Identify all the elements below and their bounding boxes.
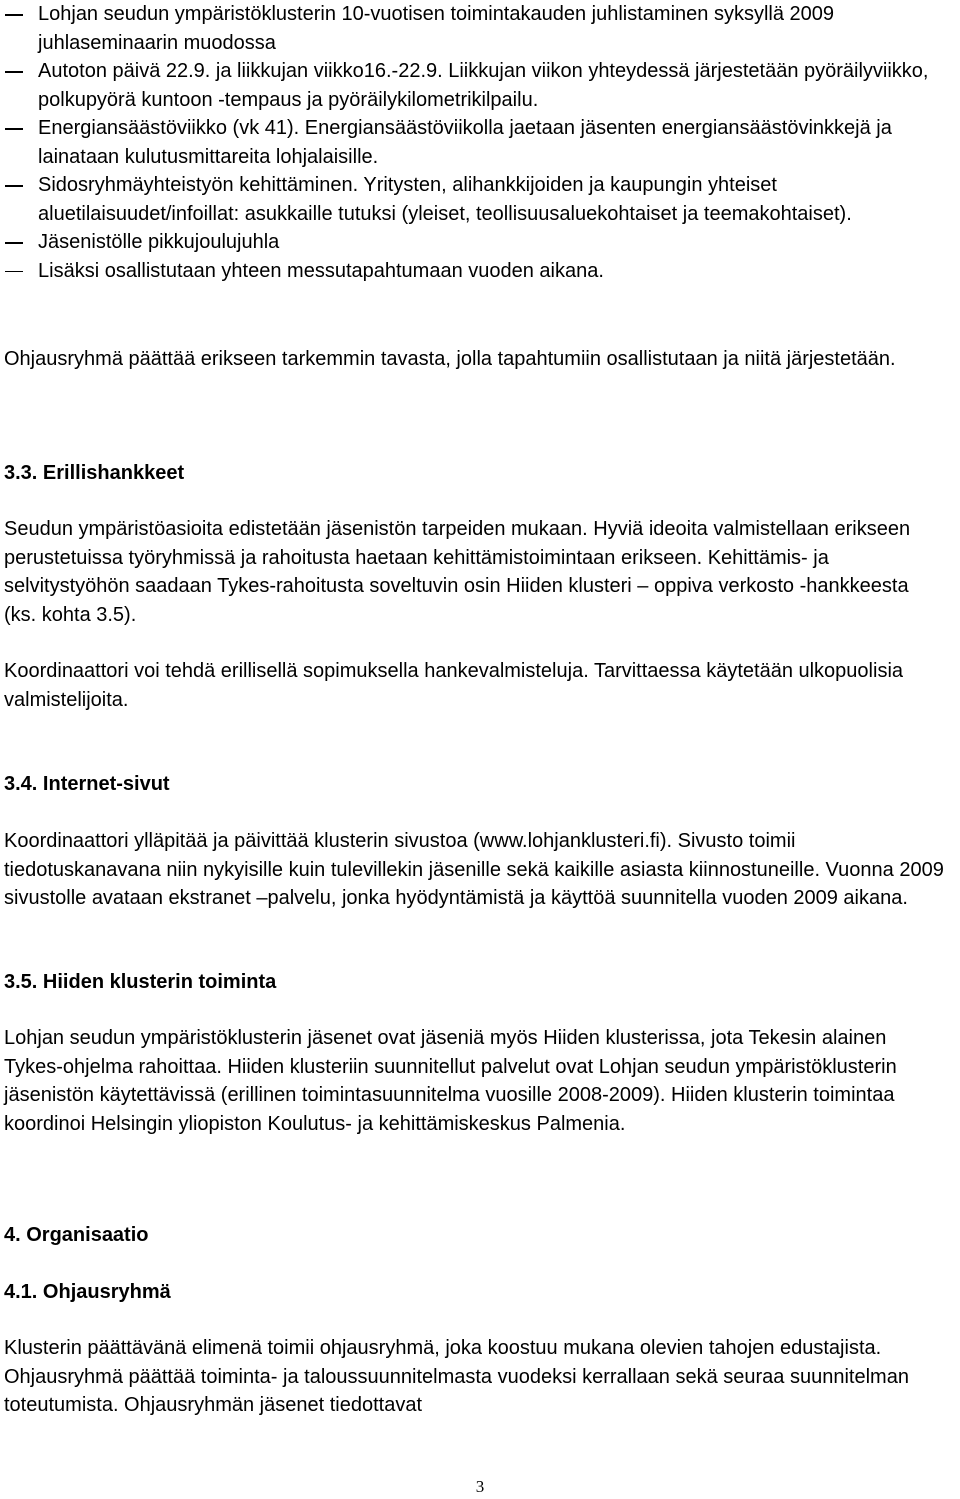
bullet-item [4,171,934,228]
section-3-3-paragraph-2: Koordinaattori voi tehdä erillisellä sopimuksella hankevalmisteluja. Tarvittaessa käytetään ulkopuolisia valmistelijoita. [4,660,904,711]
bullet-text: Jäsenistölle pikkujoulujuhla [38,231,280,253]
bullet-text: Sidosryhmäyhteistyön kehittäminen. Yritysten, alihankkijoiden ja kaupungin yhteiset aluetilaisuudet/infoillat: asukkaille tutuksi (yleiset, teollisuusaluekohtaiset ja teemakohtaiset). [38,174,852,225]
section-heading-3-5: 3.5. Hiiden klusterin toiminta [4,971,277,993]
section-4-1-paragraph-1: Klusterin päättävänä elimenä toimii ohjausryhmä, joka koostuu mukana olevien tahojen edustajista. Ohjausryhmä päättää toiminta- ja taloussuunnitelmasta vuodeksi kerrallaan sekä seuraa suunnitelman toteutumista. Ohjausryhmän jäsenet tiedottavat [4,1337,909,1416]
bullet-item [4,57,934,114]
bullet-text: Energiansäästöviikko (vk 41). Energiansäästöviikolla jaetaan jäsenten energiansäästövinkkejä ja lainataan kulutusmittareita lohjalaisille. [38,117,892,168]
bullet-item [4,114,934,171]
section-heading-4-1: 4.1. Ohjausryhmä [4,1281,171,1303]
bullet-text: Lohjan seudun ympäristöklusterin 10-vuotisen toimintakauden juhlistaminen syksyllä 2009 juhlaseminaarin muodossa [38,3,835,54]
bullet-item [4,257,934,286]
section-heading-4: 4. Organisaatio [4,1224,149,1246]
bullet-item [4,0,934,57]
bullet-item [4,228,934,257]
event-bullet-list [4,0,934,285]
section-heading-3-4: 3.4. Internet-sivut [4,773,170,795]
bullet-text: Autoton päivä 22.9. ja liikkujan viikko16.-22.9. Liikkujan viikon yhteydessä järjestetään pyöräilyviikko, polkupyörä kuntoon -tempaus ja pyöräilykilometrikilpailu. [38,60,929,111]
page-number: 3 [475,1477,485,1496]
section-3-3-paragraph-1: Seudun ympäristöasioita edistetään jäsenistön tarpeiden mukaan. Hyviä ideoita valmistellaan erikseen perustetuissa työryhmissä ja rahoitusta haetaan kehittämistoimintaan erikseen. Kehittämis- ja selvitystyöhön saadaan Tykes-rahoitusta soveltuvin osin Hiiden klusteri – oppiva verkosto -hankkeesta (ks. kohta 3.5). [4,518,911,626]
bullet-text: Lisäksi osallistutaan yhteen messutapahtumaan vuoden aikana. [38,259,604,282]
section-heading-3-3: 3.3. Erillishankkeet [4,462,185,484]
steering-note-paragraph: Ohjausryhmä päättää erikseen tarkemmin tavasta, jolla tapahtumiin osallistutaan ja niitä järjestetään. [4,348,896,370]
section-3-5-paragraph-1: Lohjan seudun ympäristöklusterin jäsenet ovat jäseniä myös Hiiden klusterissa, jota Tekesin alainen Tykes-ohjelma rahoittaa. Hiiden klusteriin suunnitellut palvelut ovat Lohjan seudun ympäristöklusterin jäsenistön käytettävissä (erillinen toimintasuunnitelma vuosille 2008-2009). Hiiden klusterin toimintaa koordinoi Helsingin yliopiston Koulutus- ja kehittämiskeskus Palmenia. [4,1027,897,1135]
section-3-4-paragraph-1: Koordinaattori ylläpitää ja päivittää klusterin sivustoa (www.lohjanklusteri.fi). Sivusto toimii tiedotuskanavana niin nykyisille kuin tulevillekin jäsenille sekä kaikille asiasta kiinnostuneille. Vuonna 2009 sivustolle avataan ekstranet –palvelu, jonka hyödyntämistä ja käyttöä suunnitella vuoden 2009 aikana. [4,830,944,909]
